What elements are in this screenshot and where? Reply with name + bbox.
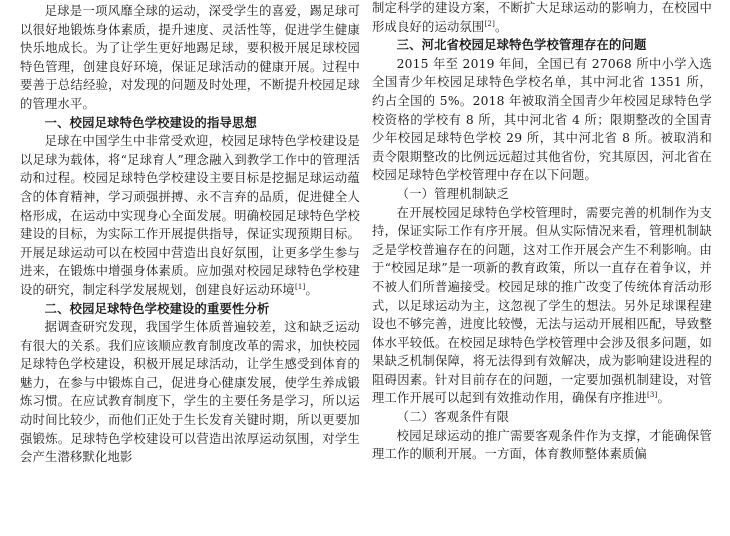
section-2-continuation <box>372 0 712 36</box>
left-column <box>20 2 360 467</box>
section-1-paragraph <box>20 132 360 299</box>
subsection-heading-2: （二）客观条件有限 <box>396 410 510 425</box>
section-1-text: 足球在中国学生中非常受欢迎，校园足球特色学校建设是以足球为载体，将“足球育人”理念融入到教学工作中的管理活动和过程。校园足球特色学校建设主要目标是挖掘足球运动蕴含的体育精神，学习顽强拼搏、永不言弃的品质，促进健全人格形成，在运动中实现身心全面发展。明确校园足球特色学校建设的目标，为实际工作开展提供指导，保证实现预期目标。开展足球运动可以在校园中营造出良好氛围，让更多学生参与进来，在锻炼中增强身体素质。应加强对校园足球特色学校建设的研究，制定科学发展规划，创建良好运动环境 <box>20 134 360 297</box>
subsection-1-paragraph <box>372 204 712 409</box>
section-1-end: 。 <box>305 282 318 297</box>
section-2-paragraph: 据调查研究发现，我国学生体质普遍较差，这和缺乏运动有很大的关系。我们应该顺应教育制度改革的需求，加快校园足球特色学校建设，积极开展足球活动，让学生感受到体育的魅力，在参与中锻炼自己，促进身心健康发展，使学生养成锻炼习惯。在应试教育制度下，学生的主要任务是学习，所以运动时间比较少，而他们正处于生长发育关键时期，所以更要加强锻炼。足球特色学校建设可以营造出浓厚运动氛围，对学生会产生潜移默化地影 <box>20 320 360 465</box>
citation-ref-2: [2] <box>484 19 495 28</box>
citation-ref-1: [1] <box>294 282 306 291</box>
section-3-paragraph: 2015 年至 2019 年间，全国已有 27068 所中小学入选全国青少年校园足球特色学校名单，其中河北省 1351 所，约占全国的 5%。2018 年被取消全国青少年校园足球特色学校资格的学校有 8 所，其中河北省 4 所；限期整改的全国青少年校园足球特色学校 29 所，其中河北省 8 所。被取消和责令限期整改的比例远远超过其他省份，究其原因，河北省在校园足球特色学校管理中存在以下问题。 <box>372 56 712 183</box>
subsection-2-paragraph: 校园足球运动的推广需要客观条件作为支撑，才能确保管理工作的顺利开展。一方面，体育教师整体素质偏 <box>372 428 712 462</box>
intro-paragraph: 足球是一项风靡全球的运动，深受学生的喜爱，踢足球可以很好地锻炼身体素质，提升速度、灵活性等，促进学生健康快乐地成长。为了让学生更好地踢足球，要积极开展足球校园特色管理，创建良好环境，保证足球活动的健康开展。过程中要善于总结经验，对发现的问题及时处理，不断提升校园足球的管理水平。 <box>20 4 360 111</box>
citation-ref-3: [3] <box>646 391 658 400</box>
subsection-heading-1: （一）管理机制缺乏 <box>396 186 510 201</box>
section-heading-1: 一、校园足球特色学校建设的指导思想 <box>44 115 258 130</box>
section-2-continuation-end: 。 <box>495 19 508 34</box>
subsection-1-end: 。 <box>657 391 670 406</box>
section-heading-3: 三、河北省校园足球特色学校管理存在的问题 <box>396 38 647 53</box>
section-2-continuation-text: 制定科学的建设方案，不断扩大足球运动的影响力，在校园中形成良好的运动氛围 <box>372 1 712 34</box>
right-column <box>372 0 712 464</box>
section-heading-2: 二、校园足球特色学校建设的重要性分析 <box>44 301 270 316</box>
subsection-1-text: 在开展校园足球特色学校管理时，需要完善的机制作为支持，保证实际工作有序开展。但从实际情况来看，管理机制缺乏是学校普遍存在的问题，这对工作开展会产生不利影响。由于“校园足球”是一项新的教育政策，所以一直存在着争议，并不被人们所普遍接受。校园足球的推广改变了传统体育活动形式，以足球运动为主，这忽视了学生的想法。另外足球课程建设也不够完善，进度比较慢，无法与运动开展相匹配，导致整体水平较低。在校园足球特色学校管理中会涉及很多问题，如果缺乏机制保障，将无法得到有效解决，成为影响建设进程的阻碍因素。针对目前存在的问题，一定要加强机制建设，对管理工作开展可以起到有效推动作用，确保有序推进 <box>372 205 712 406</box>
